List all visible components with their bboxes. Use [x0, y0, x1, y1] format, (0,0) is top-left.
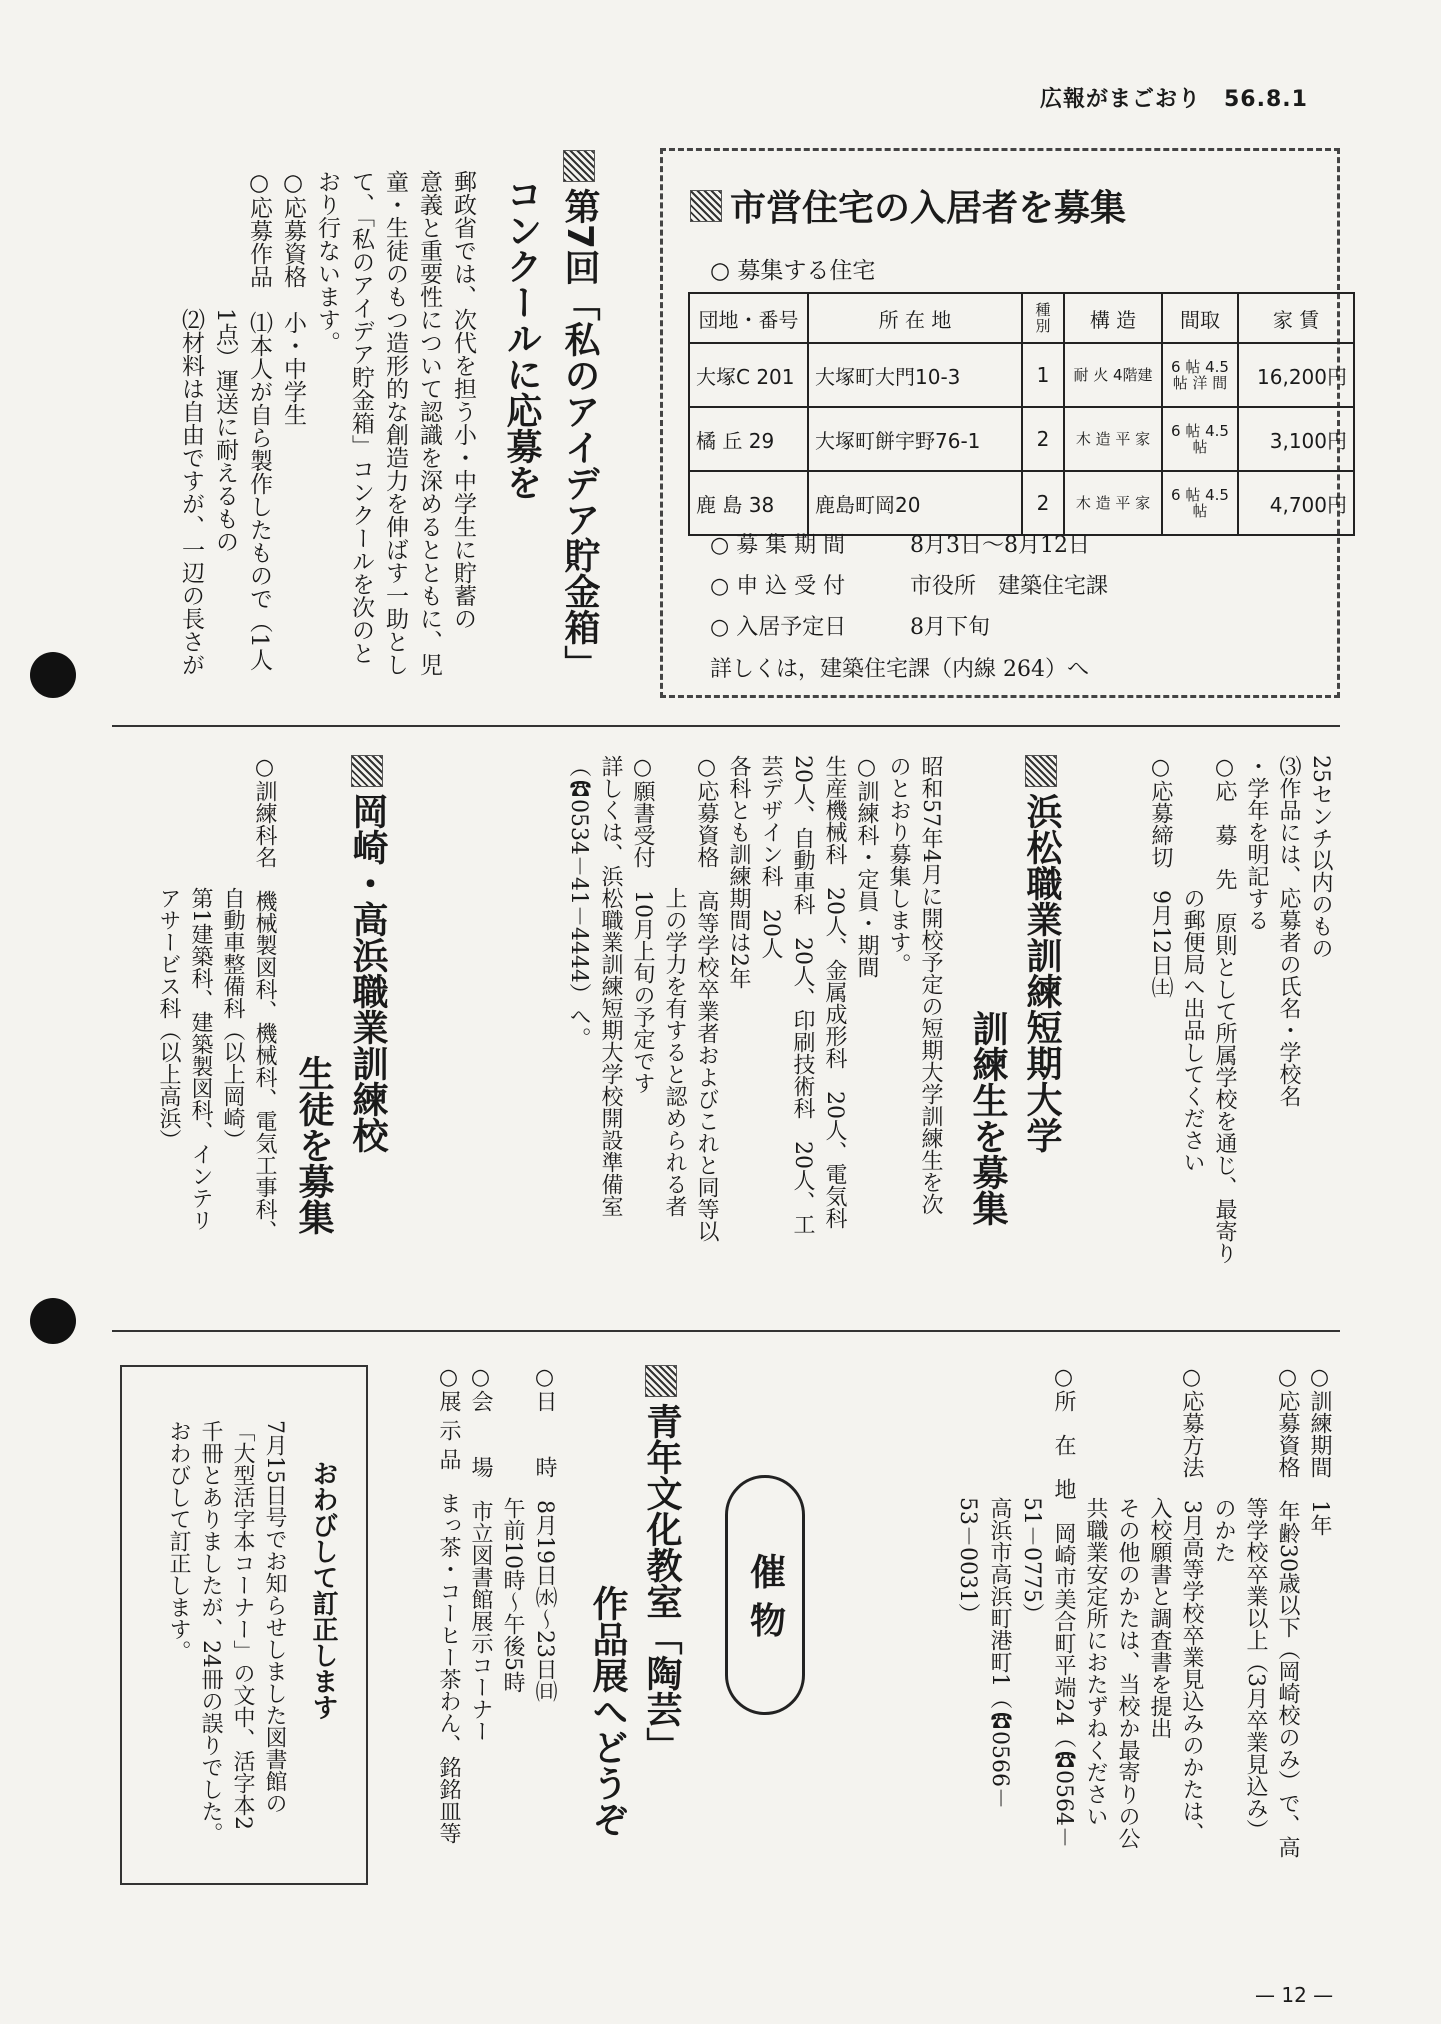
text-line: の郵便局へ出品してください	[1180, 755, 1205, 1173]
text-line: 第1建築科、建築製図科、インテリ	[188, 755, 213, 1231]
text-line: 自動車整備科（以上岡崎）	[220, 755, 245, 1151]
table-cell: 2	[1022, 471, 1064, 535]
event-category-badge: 催 物	[725, 1475, 805, 1715]
text-line: アサービス科（以上高浜）	[156, 755, 181, 1151]
text-line: 7月15日号でお知らせしました図書館の	[262, 1420, 287, 1814]
table-cell: 大塚町大門10-3	[808, 343, 1022, 407]
table-cell: 橘 丘 29	[689, 407, 808, 471]
contest-title-text: 第7回「私のアイデア貯金箱」	[559, 188, 600, 682]
text-line: ○会 場 市立図書館展示コーナー	[468, 1365, 493, 1742]
housing-table	[688, 292, 1355, 536]
text-line: その他のかたは、当校か最寄りの公	[1115, 1365, 1140, 1849]
table-header: 団地・番号	[689, 293, 808, 343]
hatch-mark-icon	[351, 755, 383, 787]
correction-title: おわびして訂正します	[308, 1460, 338, 1720]
table-header: 所 在 地	[808, 293, 1022, 343]
culture-title-2: 作品展へどうぞ	[587, 1585, 628, 1837]
text-line: ⑵材料は自由ですが、一辺の長さが	[178, 170, 204, 676]
text-line: 各科とも訓練期間は2年	[726, 755, 751, 989]
hamamatsu-body	[536, 755, 946, 1315]
table-cell: 3,100円	[1238, 407, 1354, 471]
table-cell: 木 造 平 家	[1064, 407, 1162, 471]
text-line: 1点）運送に耐えるもの	[212, 170, 238, 553]
text-line: ○展 示 品 まっ茶・コーヒー茶わん、銘銘皿等	[436, 1365, 461, 1844]
table-cell: 16,200円	[1238, 343, 1354, 407]
table-cell: 1	[1022, 343, 1064, 407]
text-line: 午前10時～午後5時	[500, 1365, 525, 1693]
text-line: 51－0775）	[1019, 1365, 1044, 1625]
table-header: 構 造	[1064, 293, 1162, 343]
hamamatsu-title-1	[1020, 755, 1062, 1153]
table-header: 家 賃	[1238, 293, 1354, 343]
text-line: ○訓練科・定員・期間	[854, 755, 879, 978]
info-label: ○ 申 込 受 付	[710, 574, 846, 599]
info-row	[710, 607, 1108, 648]
text-line: ○応募方法 3月高等学校卒業見込みのかたは、	[1179, 1365, 1204, 1844]
contest-title-2: コンクールに応募を	[501, 176, 542, 500]
info-label: ○ 入居予定日	[710, 615, 847, 640]
hatch-mark-icon	[690, 190, 722, 222]
text-line: おり行ないます。	[314, 170, 340, 354]
text-line: 高浜市高浜町港町1（☎0566－	[987, 1365, 1012, 1809]
table-cell: 鹿 島 38	[689, 471, 808, 535]
table-header-row	[689, 293, 1354, 343]
text-line: 詳しくは、浜松職業訓練短期大学校開設準備室	[598, 755, 623, 1217]
hatch-mark-icon	[645, 1365, 677, 1397]
text-line: 53－0031）	[955, 1365, 980, 1625]
info-row	[710, 525, 1108, 566]
text-line: 郵政省では、次代を担う小・中学生に貯蓄の	[450, 170, 476, 630]
hamamatsu-title-text: 浜松職業訓練短期大学	[1021, 793, 1062, 1153]
info-label: ○ 募 集 期 間	[710, 533, 846, 558]
table-cell: 木 造 平 家	[1064, 471, 1162, 535]
correction-body	[140, 1420, 290, 1870]
text-line: て、「私のアイデア貯金箱」コンクールを次のと	[348, 170, 374, 665]
contest-title-1	[558, 150, 600, 681]
text-line: 生産機械科 20人、金属成形科 20人、電気科	[822, 755, 847, 1229]
text-line: ○願書受付 10月上旬の予定です	[630, 755, 655, 1094]
hatch-mark-icon	[1025, 755, 1057, 787]
page-number: — 12 —	[1255, 1983, 1334, 2007]
text-line: ○応募作品 ⑴本人が自ら製作したもので（1人	[246, 170, 272, 671]
text-line: おわびして訂正します。	[166, 1420, 191, 1662]
text-line: ○日 時 8月19日㈬～23日㈰	[532, 1365, 557, 1702]
housing-info	[710, 525, 1108, 648]
okazaki-body-continued	[860, 1365, 1335, 1925]
info-row	[710, 566, 1108, 607]
text-line: 25センチ以内のもの	[1308, 755, 1333, 959]
table-cell: 4,700円	[1238, 471, 1354, 535]
info-value: 8月下旬	[910, 615, 990, 640]
housing-title	[690, 180, 1126, 231]
text-line: （☎0534－41－4444）へ。	[566, 755, 591, 1049]
text-line: ⑶作品には、応募者の氏名・学校名	[1276, 755, 1301, 1107]
text-line: 意義と重要性について認識を深めるとともに、児	[416, 170, 442, 676]
table-cell: 6 帖 4.5帖	[1162, 407, 1238, 471]
housing-title-text: 市営住宅の入居者を募集	[730, 188, 1127, 229]
housing-contact: 詳しくは，建築住宅課（内線 264）へ	[710, 657, 1089, 682]
info-value: 8月3日～8月12日	[910, 533, 1090, 558]
table-cell: 2	[1022, 407, 1064, 471]
text-line: ○応募資格 小・中学生	[280, 170, 306, 426]
punch-hole	[30, 652, 76, 698]
text-line: 芸デザイン科 20人	[758, 755, 783, 959]
section-divider	[112, 725, 1340, 727]
hatch-mark-icon	[563, 150, 595, 182]
text-line: 20人、自動車科 20人、印刷技術科 20人、工	[790, 755, 815, 1235]
text-line: のとおり募集します。	[886, 755, 911, 975]
text-line: 昭和57年4月に開校予定の短期大学訓練生を次	[918, 755, 943, 1215]
text-line: 等学校卒業以上（3月卒業見込み）	[1243, 1365, 1268, 1841]
okazaki-body	[120, 755, 280, 1315]
text-line: 上の学力を有すると認められる者	[662, 755, 687, 1217]
table-header: 間取	[1162, 293, 1238, 343]
text-line: ○応募資格 高等学校卒業者およびこれと同等以	[694, 755, 719, 1242]
culture-body	[400, 1365, 560, 1925]
contest-body	[178, 170, 480, 710]
text-line: ○応募資格 年齢30歳以下（岡崎校のみ）で、高	[1275, 1365, 1300, 1858]
text-line: ○所 在 地 岡崎市美合町平端24（☎0564－	[1051, 1365, 1076, 1848]
text-line: 「大型活字本コーナー」の文中、活字本2	[230, 1420, 255, 1830]
housing-subtitle: ○ 募集する住宅	[710, 258, 876, 284]
info-value: 市役所 建築住宅課	[910, 574, 1109, 599]
text-line: ○訓練科名 機械製図科、機械科、電気工事科、	[252, 755, 277, 1242]
masthead: 広報がまごおり 56.8.1	[1040, 87, 1308, 112]
table-cell: 6 帖 4.5帖 洋 間	[1162, 343, 1238, 407]
okazaki-title-2: 生徒を募集	[293, 1055, 334, 1235]
table-cell: 大塚町餅宇野76-1	[808, 407, 1022, 471]
table-row	[689, 407, 1354, 471]
table-row	[689, 343, 1354, 407]
punch-hole	[30, 1298, 76, 1344]
text-line: ○応募締切 9月12日㈯	[1148, 755, 1173, 998]
table-header: 種別	[1022, 293, 1064, 343]
culture-title-text: 青年文化教室「陶芸」	[641, 1403, 682, 1763]
text-line: 共職業安定所におたずねください	[1083, 1365, 1108, 1827]
text-line: のかた	[1211, 1365, 1236, 1563]
culture-title-1	[640, 1365, 682, 1763]
text-line: ○応 募 先 原則として所属学校を通じ、最寄り	[1212, 755, 1237, 1264]
text-line: 入校願書と調査書を提出	[1147, 1365, 1172, 1739]
table-cell: 耐 火 4階建	[1064, 343, 1162, 407]
table-cell: 6 帖 4.5帖	[1162, 471, 1238, 535]
contest-body-continued	[1100, 755, 1336, 1315]
hamamatsu-title-2: 訓練生を募集	[967, 1010, 1008, 1226]
section-divider	[112, 1330, 1340, 1332]
text-line: ○訓練期間 1年	[1307, 1365, 1332, 1536]
text-line: 千冊とありましたが、24冊の誤りでした。	[198, 1420, 223, 1844]
text-line: 童・生徒のもつ造形的な創造力を伸ばす一助とし	[382, 170, 408, 676]
table-cell: 大塚C 201	[689, 343, 808, 407]
text-line: ・学年を明記する	[1244, 755, 1269, 931]
okazaki-title-1	[346, 755, 388, 1153]
table-cell: 鹿島町岡20	[808, 471, 1022, 535]
okazaki-title-text: 岡崎・高浜職業訓練校	[347, 793, 388, 1153]
